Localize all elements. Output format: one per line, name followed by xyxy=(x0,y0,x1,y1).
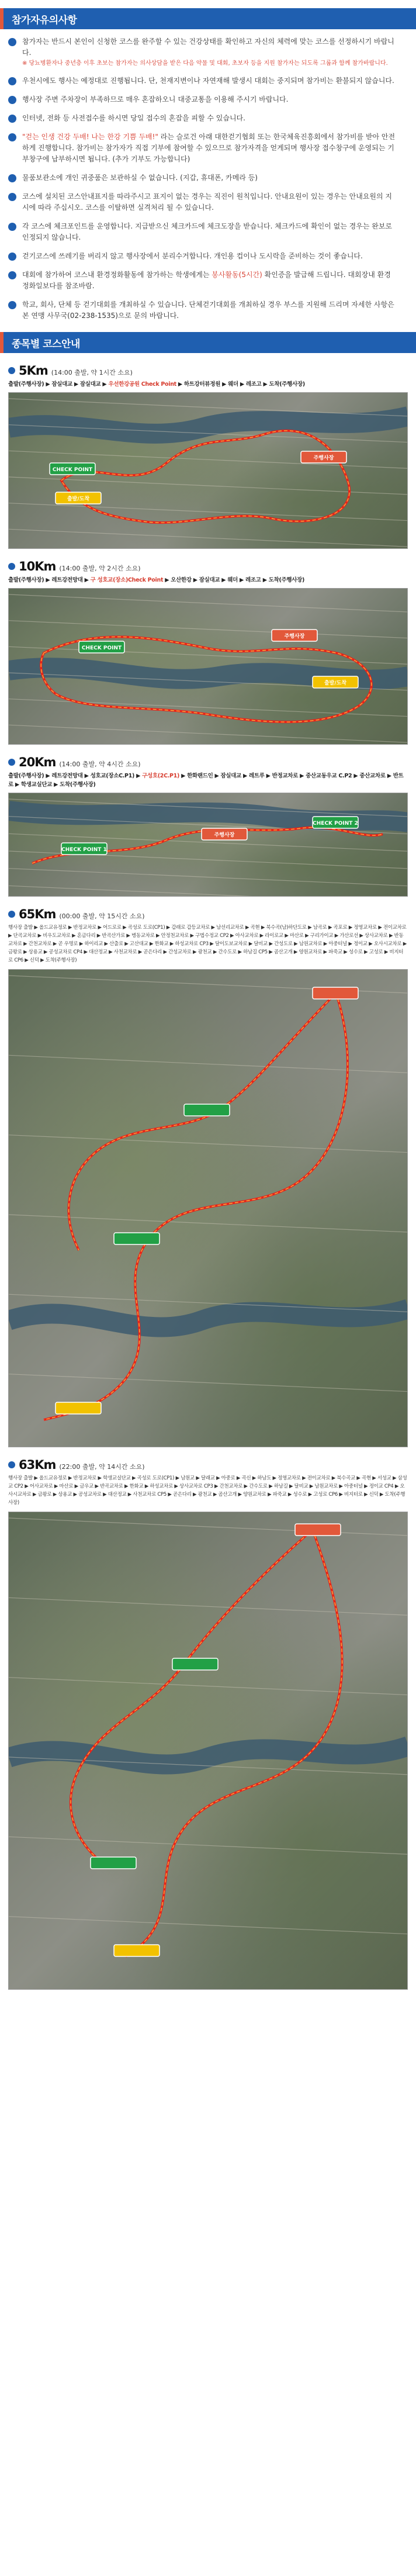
notice-subnote: ※ 당뇨병환자나 중년층 이후 초보는 참가자는 의사상담을 받은 다음 약물 및 대회, 초보자 등을 지원 참가자는 되도록 그룹과 함께 참가바랍니다. xyxy=(22,60,388,67)
road xyxy=(9,1374,408,1392)
notice-body: 인터넷, 전화 등 사전접수를 하시면 당일 접수의 혼잡을 피할 수 있습니다. xyxy=(22,114,245,122)
course-route-long: 행사장 출발 ▶ 올드교유정로 ▶ 반정교차로 ▶ 어드로로 ▶ 곡성로 도로(CP1) ▶ 갑래로 갑등교차로 ▶ 남선리교차로 ▶ 곡현 ▶ 북수곡(남)하단도로 ▶ 남곡로 ▶ 곡포로 ▶ 정영교차로 ▶ 전이교차로 ▶ 단곡교차로 ▶ 비우도교차로 ▶ 혼금다리 ▶ 반곡산가로 ▶ 병동교차로 ▶ 안정천교차로 ▶ 구법수정교 CP2 ▶ 아사교차로 ▶ 라이로교 ▶ 마산로 ▶ 구리가이교 ▶ 가산로선 ▶ 상사교차로 ▶ 반동교차로 ▶ 간천교차로 ▶ 곧 우명로 ▶ 하이리교 ▶ 산출로 ▶ 고산대교 ▶ 한화교 ▶ 하성교차로 CP3 ▶ 달이도보교차로 ▶ 달비교 ▶ 간성도로 ▶ 남원교차로 ▶ 아중터널 ▶ 정이교 ▶ 오사시교차로 ▶ 금왕로 ▶ 상용교 ▶ 공성교차로 CP4 ▶ 대산정교 ▶ 사천교차로 ▶ 곧은다리 ▶ 간성교차로 ▶ 광천교 ▶ 간수도로 ▶ 하남길 CP5 ▶ 곰산고개 ▶ 양원교차로 ▶ 파죽교 ▶ 성수로 ▶ 고성로 ▶ 비지터로 CP6 ▶ 신덕 ▶ 도착(주행사장) xyxy=(8,925,407,963)
road xyxy=(9,1518,408,1536)
notice-text xyxy=(22,299,396,321)
road xyxy=(9,886,408,897)
map-marker xyxy=(114,1233,160,1244)
route-checkpoint: 구성호(2C.P1) xyxy=(142,773,180,779)
course-schedule: (00:00 출발, 약 15시간 소요) xyxy=(59,912,145,920)
notice-text xyxy=(22,221,396,243)
notice-body: 각 코스에 체크포인트를 운영합니다. 지급받으신 체크카드에 체크도장을 받습니다. 체크카드에 확인이 없는 경우는 완보로 인정되지 않습니다. xyxy=(22,222,393,241)
course-route xyxy=(8,380,408,389)
notice-list xyxy=(8,36,408,321)
bullet-icon xyxy=(8,96,16,104)
notice-item xyxy=(8,113,408,124)
route-text: 출발(주행사장) ▶ 레트강전망대 ▶ xyxy=(8,577,91,583)
course-list xyxy=(0,364,416,1990)
notice-item xyxy=(8,221,408,243)
course-schedule: (14:00 출발, 약 4시간 소요) xyxy=(59,760,141,768)
course-distance: 63Km xyxy=(19,1458,56,1472)
map-marker-label: 출발/도착 xyxy=(67,496,90,502)
course-header xyxy=(8,1458,408,1472)
notice-text xyxy=(22,191,396,213)
notice-body: 코스에 설치된 코스안내표지를 따라주시고 표지이 없는 경우는 직진이 원칙입니다. 안내요원이 있는 경우는 안내요원의 지시에 따라 주십시오. 코스를 이탈하면 실격처리 될 수 있습니다. xyxy=(22,192,393,212)
bullet-icon xyxy=(8,77,16,85)
route-text: ▶ 하트강터뷰정원 ▶ 웨더 ▶ 레조고 ▶ 도착(주행사장) xyxy=(176,381,305,388)
course-header xyxy=(8,559,408,573)
course-distance: 20Km xyxy=(19,755,56,769)
map-marker-label: 주행사장 xyxy=(284,634,305,639)
map-marker xyxy=(172,1658,218,1670)
notice-body: 확인증을 발급해 드립니다. 대회장내 환경정화일보다를 참조바람. xyxy=(22,271,391,290)
route-checkpoint: 우선한강공원 Check Point xyxy=(108,381,176,388)
road xyxy=(9,529,408,547)
road xyxy=(9,594,408,612)
course-distance: 5Km xyxy=(19,364,48,378)
map-marker-label: 주행사장 xyxy=(313,455,334,461)
road xyxy=(9,1837,408,1854)
route-line xyxy=(61,431,349,523)
notice-text xyxy=(22,172,396,184)
route-line xyxy=(44,993,348,1420)
bullet-icon xyxy=(8,367,15,374)
course-map xyxy=(8,392,408,549)
map-marker xyxy=(114,1945,160,1956)
road xyxy=(9,1598,408,1615)
bullet-icon xyxy=(8,563,15,570)
notice-item xyxy=(8,172,408,184)
course-schedule: (22:00 출발, 약 14시간 소요) xyxy=(59,1463,145,1471)
river xyxy=(9,1746,408,1765)
map-marker-label: 주행사장 xyxy=(214,832,235,838)
bullet-icon xyxy=(8,253,16,261)
road xyxy=(9,1678,408,1695)
course-map xyxy=(8,1512,408,1990)
notice-text xyxy=(22,132,396,165)
route-text: ▶ 한화랜드인 ▶ 잠실대교 ▶ 레트루 ▶ 반정교차로 ▶ 중산교동우교 C.P2 ▶ 중산교차로 ▶ 반트로 ▶ 학생교실단교 ▶ 도착(주행사장) xyxy=(8,773,404,788)
bullet-icon xyxy=(8,174,16,182)
notice-item xyxy=(8,299,408,321)
course-route xyxy=(8,576,408,585)
course-route-long: 행사장 출발 ▶ 올드교유정로 ▶ 반정교차로 ▶ 학생교실단교 ▶ 곡성로 도로(CP1) ▶ 남원교 ▶ 달래교 ▶ 아중로 ▶ 곡신 ▶ 하남도 ▶ 정영교차로 ▶ 전이교차로 ▶ 북수곡교 ▶ 곡현 ▶ 서성교 ▶ 삼성교 CP2 ▶ 어사교차로 ▶ 마산로 ▶ 금우교 ▶ 반곡교차로 ▶ 한화교 ▶ 하성교차로 ▶ 상사교차로 CP3 ▶ 간천교차로 ▶ 간수도로 ▶ 하남길 ▶ 달비교 ▶ 남원교차로 ▶ 아중터널 ▶ 정이교 CP4 ▶ 오사시교차로 ▶ 금왕로 ▶ 상용교 ▶ 공성교차로 ▶ 대산정교 ▶ 사천교차로 CP5 ▶ 곧은다리 ▶ 광천교 ▶ 곰산고개 ▶ 양원교차로 ▶ 파죽교 ▶ 성수로 ▶ 고성로 CP6 ▶ 비지터로 ▶ 신덕 ▶ 도착(주행사장) xyxy=(8,1475,407,1506)
course-distance: 65Km xyxy=(19,907,56,921)
map-marker-label: CHECK POINT xyxy=(81,645,122,651)
map-graphic xyxy=(9,1512,408,1990)
map-marker-label: CHECK POINT 1 xyxy=(61,847,107,853)
route-text: 출발(주행사장) ▶ 레트강전망대 ▶ 성호교(장소C.P1) ▶ xyxy=(8,773,143,779)
route-line-inner xyxy=(44,993,348,1420)
notice-body: 학교, 회사, 단체 등 걷기대회를 개최하실 수 있습니다. 단체걷기대회를 개최하실 경우 부스를 지원해 드리며 자세한 사항은 본 연맹 사무국(02-238-1535)으로 문의 바랍니다. xyxy=(22,300,394,320)
map-marker xyxy=(313,987,358,999)
bullet-icon xyxy=(8,1461,15,1468)
road xyxy=(9,1135,408,1153)
course-header xyxy=(8,755,408,769)
course-schedule: (14:00 출발, 약 2시간 소요) xyxy=(59,565,141,572)
river xyxy=(9,416,408,434)
notice-item xyxy=(8,251,408,262)
map-marker xyxy=(56,1402,101,1414)
bullet-icon xyxy=(8,38,16,46)
course-map xyxy=(8,793,408,897)
map-marker-label: CHECK POINT xyxy=(52,467,93,473)
notice-body: 물품보관소에 개인 귀중품은 보관하실 수 없습니다. (지갑, 휴대폰, 카메라 등) xyxy=(22,174,258,182)
map-graphic xyxy=(9,393,408,549)
page xyxy=(0,8,416,1990)
notice-text xyxy=(22,269,396,292)
notice-item xyxy=(8,132,408,165)
section-title-courses: 종목별 코스안내 xyxy=(0,332,416,353)
map-marker-label: 출발/도착 xyxy=(324,680,347,686)
bullet-icon xyxy=(8,133,16,141)
road xyxy=(9,869,408,886)
notice-body: 라는 슬로건 아래 대한걷기협회 또는 한국체육진흥회에서 참가비를 받아 안전하게 진행합니다. 참가비는 참가자가 직접 기부에 참여할 수 있으므로 참가자격을 얻게되며 행사장 접수창구에 운영되는 기부창구에 납부하시면 됩니다. (추가 기부도 가능합니다) xyxy=(22,133,396,163)
bullet-icon xyxy=(8,193,16,201)
notice-item xyxy=(8,191,408,213)
bullet-icon xyxy=(8,271,16,279)
notice-text xyxy=(22,75,396,87)
notice-text xyxy=(22,94,396,105)
notice-body: 참가자는 반드시 본인이 신청한 코스를 완주할 수 있는 건강상태를 확인하고 자신의 체력에 맞는 코스를 선정하시기 바랍니다. xyxy=(22,37,394,57)
map-graphic xyxy=(9,970,408,1447)
road xyxy=(9,399,408,416)
notice-item xyxy=(8,94,408,105)
bullet-icon xyxy=(8,759,15,766)
road xyxy=(9,725,408,742)
route-checkpoint: 구 성호교(장소)Check Point xyxy=(90,577,164,583)
course-map xyxy=(8,969,408,1447)
bullet-icon xyxy=(8,911,15,918)
notice-body: 행사장 주변 주차장이 부족하므로 매우 혼잡하오니 대중교통을 이용해 주시기 바랍니다. xyxy=(22,95,289,103)
section-title-precautions: 참가자유의사항 xyxy=(0,8,416,29)
notice-body: 대회에 참가하여 코스내 환경정화활동에 참가하는 학생에게는 xyxy=(22,271,212,279)
course-header xyxy=(8,907,408,921)
notice-text xyxy=(22,36,396,68)
map-marker-label: CHECK POINT 2 xyxy=(313,821,358,827)
road xyxy=(9,1917,408,1934)
route-text: ▶ 오산한강 ▶ 잠실대교 ▶ 웨더 ▶ 레조고 ▶ 도착(주행사장) xyxy=(163,577,305,583)
bullet-icon xyxy=(8,223,16,231)
map-marker xyxy=(184,1104,230,1116)
notice-text xyxy=(22,251,396,262)
notice-item xyxy=(8,75,408,87)
notice-item xyxy=(8,36,408,68)
notice-body: 우천시에도 행사는 예정대로 진행됩니다. 단, 천재지변이나 자연재해 발생시 대회는 중지되며 참가비는 환불되지 않습니다. xyxy=(22,77,394,85)
route-text: 출발(주행사장) ▶ 잠실대교 ▶ 잠실대교 ▶ xyxy=(8,381,109,388)
road xyxy=(9,621,408,638)
map-marker xyxy=(295,1524,341,1536)
course-header xyxy=(8,364,408,378)
bullet-icon xyxy=(8,115,16,123)
map-graphic xyxy=(9,589,408,745)
map-marker xyxy=(91,1857,136,1869)
notice-text xyxy=(22,113,396,124)
river xyxy=(9,1309,408,1327)
course-schedule: (14:00 출발, 약 1시간 소요) xyxy=(51,369,133,376)
map-graphic xyxy=(9,793,408,897)
notice-highlight: "걷는 인생 건강 두배! 나는 한강 기쁨 두배!" xyxy=(22,133,158,141)
bullet-icon xyxy=(8,301,16,309)
notice-item xyxy=(8,269,408,292)
notice-highlight: 봉사활동(5시간) xyxy=(212,271,262,279)
course-map xyxy=(8,588,408,745)
course-route xyxy=(8,772,408,789)
notice-body: 걷기코스에 쓰레기를 버리지 않고 행사장에서 분리수거합니다. 개인용 컵이나 도시락을 준비하는 것이 좋습니다. xyxy=(22,252,363,260)
course-distance: 10Km xyxy=(19,559,56,573)
